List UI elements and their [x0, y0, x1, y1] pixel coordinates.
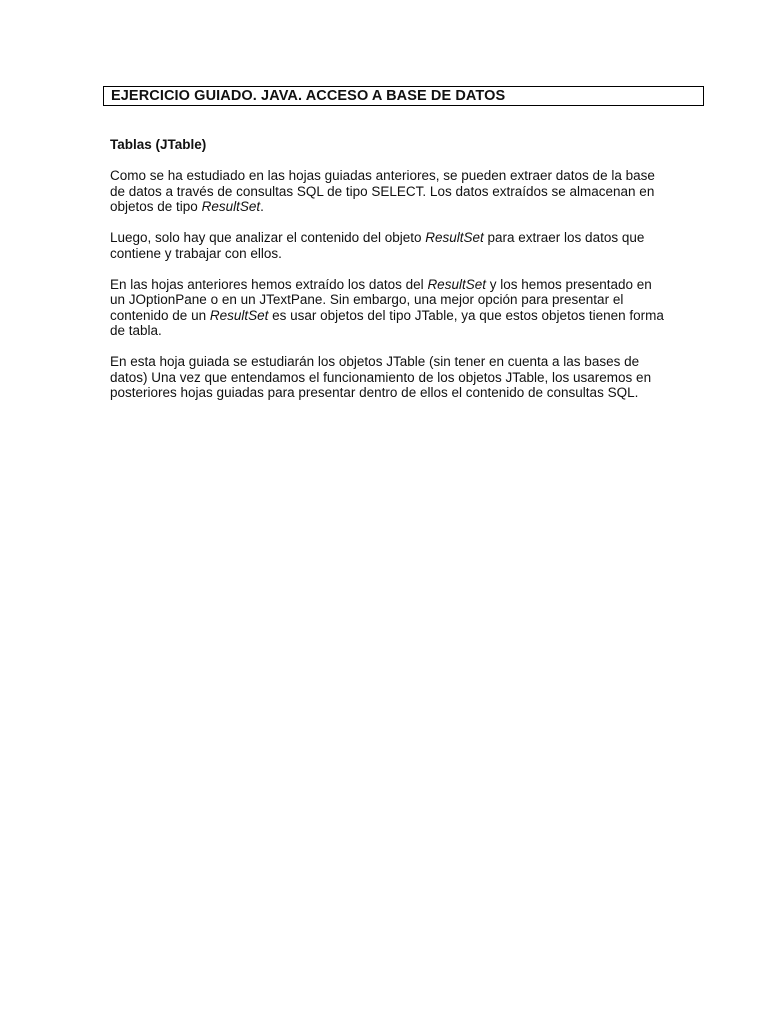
text-run: Luego, solo hay que analizar el contenido del objeto	[110, 230, 426, 245]
title-box	[103, 86, 704, 106]
paragraph-line	[110, 308, 710, 324]
text-run: Como se ha estudiado en las hojas guiadas anteriores, se pueden extraer datos de la base	[110, 168, 655, 183]
text-run: para extraer los datos que	[483, 230, 645, 245]
code-term: ResultSet	[209, 307, 269, 323]
code-term: ResultSet	[425, 230, 484, 245]
paragraph-line	[110, 246, 710, 262]
text-run: En las hojas anteriores hemos extraído los datos del	[110, 276, 428, 292]
paragraph-line	[110, 230, 710, 246]
paragraph-3	[110, 277, 710, 339]
section-heading: Tablas (JTable)	[110, 137, 207, 152]
document-body	[110, 137, 710, 416]
document-title: EJERCICIO GUIADO. JAVA. ACCESO A BASE DE DATOS	[111, 88, 506, 104]
paragraph-2	[110, 230, 710, 261]
text-run: de datos a través de consultas SQL de tipo SELECT. Los datos extraídos se almacenan en	[110, 183, 655, 199]
paragraph-1	[110, 168, 710, 215]
text-run: En esta hoja guiada se estudiarán los objetos JTable (sin tener en cuenta a las bases de	[110, 354, 640, 369]
paragraph-line	[110, 199, 710, 215]
code-term: ResultSet	[427, 276, 486, 292]
code-term: ResultSet	[201, 199, 261, 214]
paragraph-line	[110, 277, 710, 293]
text-run: de tabla.	[110, 323, 162, 338]
text-run: y los hemos presentado en	[485, 276, 652, 292]
text-run: es usar objetos del tipo JTable, ya que estos objetos tienen forma	[268, 307, 664, 323]
paragraph-line	[110, 354, 710, 370]
text-run: posteriores hojas guiadas para presentar dentro de ellos el contenido de consultas SQL.	[110, 385, 639, 400]
paragraph-line	[110, 168, 710, 184]
text-run: un JOptionPane o en un JTextPane. Sin embargo, una mejor opción para presentar el	[110, 292, 624, 307]
paragraph-4	[110, 354, 710, 401]
paragraph-line	[110, 385, 710, 401]
text-run: datos) Una vez que entendamos el funcionamiento de los objetos JTable, los usaremos en	[110, 369, 652, 385]
paragraph-line	[110, 292, 710, 308]
paragraph-line	[110, 323, 710, 339]
text-run: .	[260, 199, 264, 214]
paragraph-line	[110, 370, 710, 386]
text-run: contiene y trabajar con ellos.	[110, 245, 282, 261]
paragraph-line	[110, 184, 710, 200]
text-run: contenido de un	[110, 307, 210, 323]
text-run: objetos de tipo	[110, 199, 202, 214]
